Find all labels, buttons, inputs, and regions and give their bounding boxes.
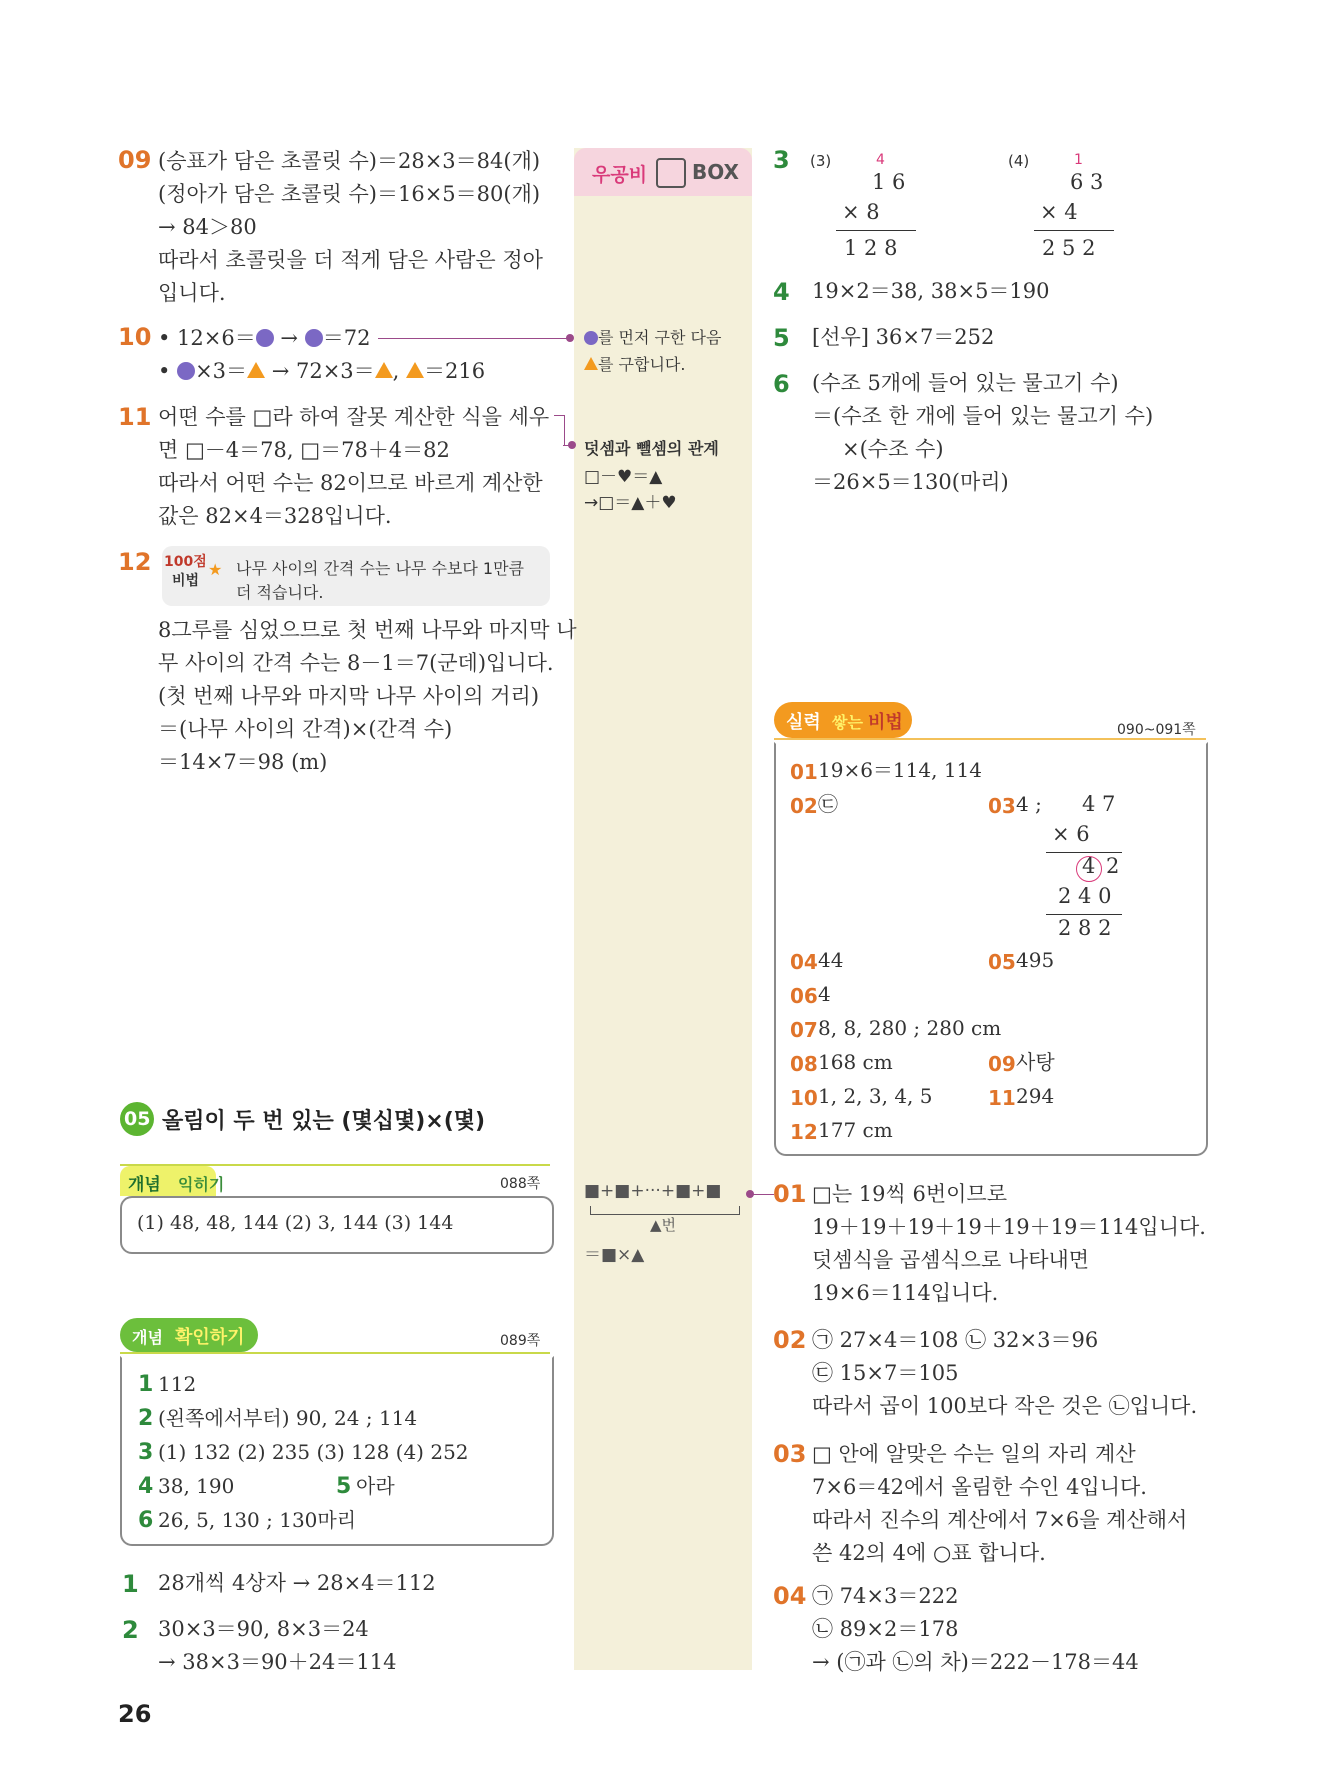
page-reference: 089쪽 [500, 1333, 541, 1349]
line: 입니다. [158, 281, 226, 305]
answer-text: 4 ; [1016, 792, 1042, 816]
side-note-3-line: ＝■×▲ [584, 1245, 645, 1265]
mul-result: 2 5 2 [1042, 236, 1096, 260]
answer-number: 1 [138, 1372, 154, 1397]
line: ＝26×5＝130(마리) [812, 470, 1009, 494]
problem-number: 04 [773, 1582, 807, 1610]
section-number: 05 [124, 1108, 151, 1130]
answer-number: 11 [988, 1086, 1016, 1110]
line: □ 안에 알맞은 수는 일의 자리 계산 [812, 1442, 1136, 1466]
tag-label: 실력 [786, 712, 821, 733]
answer-number: 4 [773, 278, 790, 306]
carry-digit: 1 [1074, 152, 1083, 168]
answer-number: 3 [138, 1440, 154, 1465]
line: 7×6＝42에서 올림한 수인 4입니다. [812, 1475, 1147, 1499]
answer-number: 07 [790, 1018, 818, 1042]
problem-10-line2 [158, 355, 485, 388]
answer-text: 30×3＝90, 8×3＝24 [158, 1617, 369, 1641]
answer-number: 01 [790, 760, 818, 784]
answer-text: 19×2＝38, 38×5＝190 [812, 279, 1050, 303]
answer-text: 1, 2, 3, 4, 5 [818, 1084, 933, 1108]
answer-text: 4 [818, 982, 831, 1006]
mul-top: 6 3 [1070, 170, 1104, 194]
text: , [392, 359, 407, 383]
text: • [158, 359, 178, 383]
mul-result: 1 2 8 [844, 236, 898, 260]
side-note-1b [584, 352, 685, 375]
page-reference: 090~091쪽 [1117, 722, 1196, 738]
mul-op: × 4 [1040, 200, 1078, 224]
mul-top: 4 7 [1082, 792, 1116, 816]
tag-label: 개념 [128, 1175, 161, 1195]
page-reference: 088쪽 [500, 1176, 541, 1192]
line: (정아가 담은 초콜릿 수)＝16×5＝80(개) [158, 182, 541, 206]
book-icon [656, 158, 686, 188]
line: 면 □－4＝78, □＝78＋4＝82 [158, 438, 450, 462]
tip-badge-bottom: 비법 [172, 573, 200, 589]
answer-text: 168 cm [818, 1050, 893, 1074]
explanation-01 [812, 1178, 1206, 1310]
problem-number: 12 [118, 548, 152, 576]
side-note-column [574, 148, 752, 1670]
line: 19×6＝114입니다. [812, 1281, 999, 1305]
line: (첫 번째 나무와 마지막 나무 사이의 거리) [158, 684, 540, 708]
answer-text: 495 [1016, 948, 1055, 972]
line: 따라서 초콜릿을 더 적게 담은 사람은 정아 [158, 248, 543, 272]
line: ×(수조 수) [842, 437, 944, 461]
side-note-2-line: →□＝▲＋♥ [584, 493, 677, 513]
mul-rule [1034, 230, 1114, 231]
text: ×3＝ [195, 359, 248, 383]
answer-number: 04 [790, 950, 818, 974]
answer-text: 8, 8, 280 ; 280 cm [818, 1016, 1002, 1040]
line: (수조 5개에 들어 있는 물고기 수) [812, 371, 1119, 395]
box-top-rule [120, 1352, 550, 1354]
line: 8그루를 심었으므로 첫 번째 나무와 마지막 나 [158, 618, 577, 642]
connector-dot [566, 334, 574, 342]
section-title: 올림이 두 번 있는 (몇십몇)×(몇) [162, 1109, 486, 1134]
problem-12-text [158, 614, 577, 779]
answer-number: 10 [790, 1086, 818, 1110]
line: □는 19씩 6번이므로 [812, 1182, 1007, 1206]
triangle-icon [247, 362, 265, 378]
problem-11-text [158, 401, 549, 533]
line: 19＋19＋19＋19＋19＋19＝114입니다. [812, 1215, 1206, 1239]
circle-icon [256, 329, 274, 347]
answer-number: 06 [790, 984, 818, 1008]
tip-badge-top: 100점 [164, 554, 207, 570]
line: 쓴 42의 4에 ○표 합니다. [812, 1541, 1046, 1565]
line: → (㉠과 ㉡의 차)＝222－178＝44 [812, 1650, 1139, 1674]
line: ㉡ 89×2＝178 [812, 1617, 959, 1641]
text: → [273, 326, 305, 350]
tag-label: 확인하기 [175, 1327, 245, 1348]
concept-answer: (1) 48, 48, 144 (2) 3, 144 (3) 144 [137, 1212, 454, 1234]
tag-label: 익히기 [178, 1175, 225, 1194]
text: 를 먼저 구한 다음 [598, 328, 722, 347]
tip-line: 더 적습니다. [236, 583, 324, 602]
line: ㉠ 74×3＝222 [812, 1584, 959, 1608]
answer-text [812, 367, 1153, 499]
mul-digit: 2 [1106, 854, 1120, 878]
answer-text: (왼쪽에서부터) 90, 24 ; 114 [158, 1406, 418, 1430]
answer-number: 4 [138, 1474, 154, 1499]
side-note-box-label: BOX [692, 160, 739, 184]
answer-number: 03 [988, 794, 1016, 818]
connector-line [752, 1194, 774, 1195]
answer-number: 2 [138, 1406, 154, 1431]
circle-icon [177, 362, 195, 380]
answer-number: 08 [790, 1052, 818, 1076]
side-note-2-title: 덧셈과 뺄셈의 관계 [584, 439, 719, 458]
side-note-3-line: ■+■+···+■+■ [584, 1181, 722, 1201]
answer-text: (1) 132 (2) 235 (3) 128 (4) 252 [158, 1440, 469, 1464]
problem-number: 02 [773, 1326, 807, 1354]
tag-label: 개념 [132, 1328, 163, 1347]
answer-text: 사탕 [1016, 1050, 1055, 1074]
line: ＝14×7＝98 (m) [158, 750, 328, 774]
side-note-3-line: ▲번 [650, 1216, 677, 1234]
line: 값은 82×4＝328입니다. [158, 504, 392, 528]
line: ㉢ 15×7＝105 [812, 1361, 959, 1385]
mul-result: 2 8 2 [1058, 916, 1112, 940]
line: 따라서 곱이 100보다 작은 것은 ㉡입니다. [812, 1394, 1198, 1418]
answer-number: 3 [773, 146, 790, 174]
line: (승표가 담은 초콜릿 수)＝28×3＝84(개) [158, 149, 541, 173]
text: • 12×6＝ [158, 326, 256, 350]
circle-icon [305, 329, 323, 347]
line: 무 사이의 간격 수는 8－1＝7(군데)입니다. [158, 651, 554, 675]
answer-number: 5 [336, 1474, 352, 1499]
answer-text: → 38×3＝90＋24＝114 [158, 1650, 397, 1674]
explanation-03 [812, 1438, 1187, 1570]
answer-text: [선우] 36×7＝252 [812, 325, 995, 349]
mul-rule [1046, 852, 1122, 853]
explanation-02 [812, 1324, 1197, 1423]
triangle-icon [375, 362, 393, 378]
line: 따라서 어떤 수는 82이므로 바르게 계산한 [158, 471, 543, 495]
mul-top: 1 6 [872, 170, 906, 194]
tip-line: 나무 사이의 간격 수는 나무 수보다 1만큼 [236, 559, 524, 578]
line: → 84＞80 [158, 215, 257, 239]
triangle-icon [406, 362, 424, 378]
star-icon: ★ [208, 560, 223, 579]
answer-text: 19×6＝114, 114 [818, 758, 982, 782]
answer-number: 09 [988, 1052, 1016, 1076]
side-note-2-line: □－♥＝▲ [584, 467, 663, 487]
tag-label: 비법 [868, 712, 903, 733]
mul-row: 2 4 0 [1058, 884, 1112, 908]
answer-text: 26, 5, 130 ; 130마리 [158, 1508, 357, 1532]
explanation-04 [812, 1580, 1139, 1679]
mul-rule [836, 230, 916, 231]
answer-number: 5 [773, 324, 790, 352]
text: 를 구합니다. [598, 355, 686, 374]
tag-label: 쌓는 [832, 713, 863, 732]
line: ＝(나무 사이의 간격)×(간격 수) [158, 717, 453, 741]
text: ＝216 [424, 359, 486, 383]
answer-number: 6 [138, 1508, 154, 1533]
connector-line [554, 415, 565, 446]
line: 따라서 진수의 계산에서 7×6을 계산해서 [812, 1508, 1188, 1532]
side-note-title: 우공비 [592, 164, 648, 186]
text: → 72×3＝ [265, 359, 375, 383]
problem-number: 09 [118, 146, 152, 174]
answer-number: 6 [773, 370, 790, 398]
line: 어떤 수를 □라 하여 잘못 계산한 식을 세우 [158, 405, 550, 429]
problem-number: 11 [118, 403, 152, 431]
mul-digit: 4 [1082, 854, 1096, 878]
triangle-icon [584, 357, 598, 370]
page-number: 26 [118, 1700, 152, 1728]
sub-label: (3) [810, 152, 832, 170]
connector-dot [568, 441, 576, 449]
answer-text: 112 [158, 1372, 197, 1396]
problem-09-text [158, 145, 543, 310]
connector-line [378, 338, 568, 339]
answer-text: 294 [1016, 1084, 1055, 1108]
side-note-1 [584, 325, 721, 348]
answer-number: 02 [790, 794, 818, 818]
answer-number: 1 [122, 1570, 139, 1598]
line: ㉠ 27×4＝108 ㉡ 32×3＝96 [812, 1328, 1099, 1352]
answer-text: 28개씩 4상자 → 28×4＝112 [158, 1571, 436, 1595]
problem-number: 03 [773, 1440, 807, 1468]
answer-number: 05 [988, 950, 1016, 974]
line: 덧셈식을 곱셈식으로 나타내면 [812, 1248, 1090, 1272]
answer-text: 38, 190 [158, 1474, 235, 1498]
answer-text: 44 [818, 948, 844, 972]
answer-text: 177 cm [818, 1118, 893, 1142]
line: ＝(수조 한 개에 들어 있는 물고기 수) [812, 404, 1154, 428]
mul-rule [1046, 914, 1122, 915]
carry-digit: 4 [876, 152, 885, 168]
sub-label: (4) [1008, 152, 1030, 170]
text: ＝72 [322, 326, 371, 350]
answer-text: ㉢ [818, 792, 838, 816]
answer-text: 아라 [356, 1474, 395, 1498]
mul-op: × 6 [1052, 822, 1090, 846]
problem-number: 01 [773, 1180, 807, 1208]
problem-number: 10 [118, 323, 152, 351]
answer-number: 2 [122, 1616, 139, 1644]
problem-10-line1 [158, 322, 370, 355]
box-top-rule [774, 738, 1206, 740]
answer-number: 12 [790, 1120, 818, 1144]
circle-icon [584, 331, 598, 345]
mul-op: × 8 [842, 200, 880, 224]
